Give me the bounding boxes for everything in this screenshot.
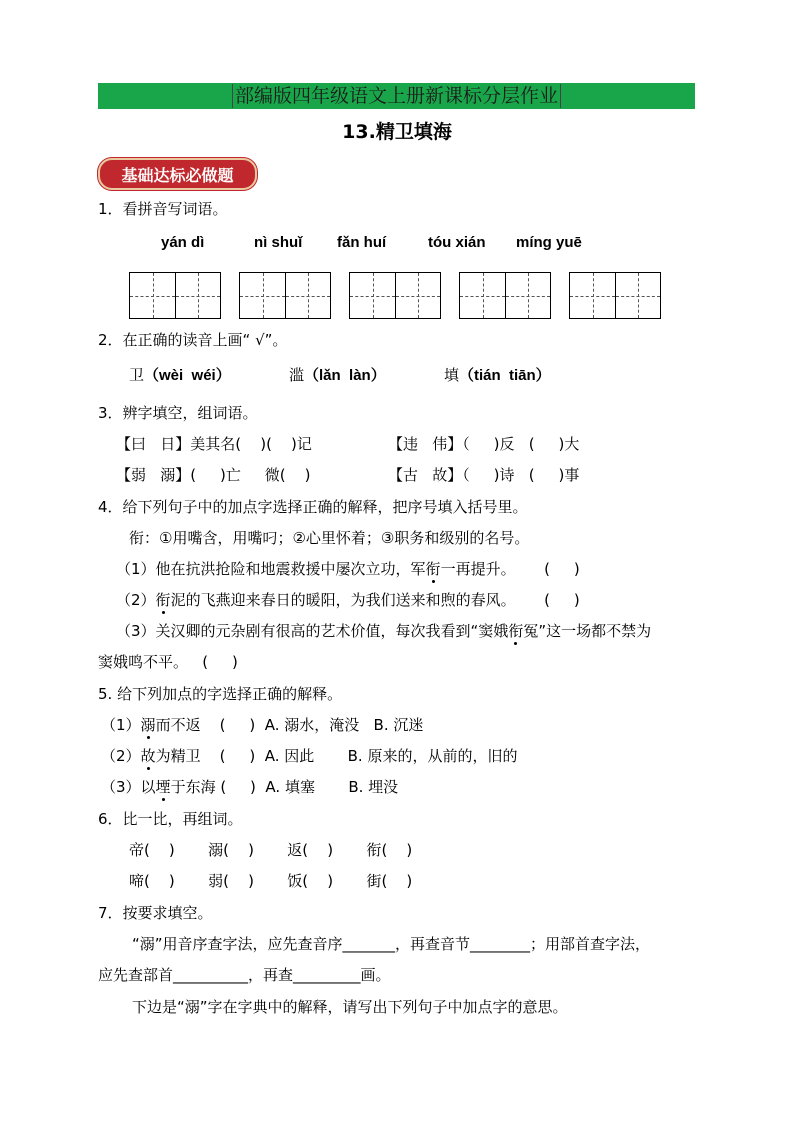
q1-prompt: 1．看拼音写词语。 (98, 200, 228, 218)
pinyin-4: tóu xián (428, 234, 486, 251)
dotted-char: 故 (140, 747, 156, 765)
section-badge (98, 158, 257, 190)
q2-options[interactable]: （wèi wéi） (144, 367, 231, 384)
writing-grid-1[interactable] (129, 272, 221, 319)
writing-grid-2[interactable] (239, 272, 331, 319)
dotted-char: 堙 (155, 778, 171, 796)
q6-row-1: 帝( ) 溺( ) 返( ) 衔( ) (129, 841, 413, 859)
text: 一再提升。 ( ) (440, 560, 580, 578)
q2-item-3 (444, 365, 551, 386)
text: 为精卫 ( ) A. 因此 B. 原来的，从前的，旧的 (155, 747, 518, 765)
pinyin-1: yán dì (161, 234, 205, 251)
q2-char: 滥 (289, 366, 305, 384)
q2-options[interactable]: （lǎn làn） (304, 367, 386, 384)
q5-line-2 (101, 746, 517, 766)
q3-row2b: 【古 故】（ )诗 ( )事 (388, 466, 580, 484)
q7-prompt: 7．按要求填空。 (98, 904, 213, 922)
q3-prompt: 3．辨字填空，组词语。 (98, 404, 258, 422)
text: 而不返 ( ) A. 溺水，淹没 B. 沉迷 (155, 716, 424, 734)
text: 于东海 ( ) A. 填塞 B. 埋没 (170, 778, 399, 796)
q4-sentence-3 (116, 621, 651, 641)
grid-cell[interactable] (395, 273, 440, 318)
dotted-char: 溺 (140, 716, 156, 734)
grid-cell[interactable] (350, 273, 395, 318)
text: （2） (101, 747, 141, 765)
q7-para-2: 应先查部首__________，再查_________画。 (98, 966, 391, 984)
writing-grid-4[interactable] (459, 272, 551, 319)
q4-definition: 衔：①用嘴含，用嘴叼；②心里怀着；③职务和级别的名号。 (129, 529, 530, 547)
q2-options[interactable]: （tián tiān） (459, 367, 551, 384)
pinyin-5: míng yuē (516, 234, 582, 251)
text: 泥的飞燕迎来春日的暖阳，为我们送来和煦的春风。 ( ) (170, 591, 580, 609)
dotted-char: 衔 (425, 560, 441, 578)
q6-row-2: 啼( ) 弱( ) 饭( ) 街( ) (129, 872, 413, 890)
grid-cell[interactable] (505, 273, 550, 318)
q5-line-1 (101, 715, 423, 735)
text: （2） (116, 591, 156, 609)
dotted-char: 衔 (508, 622, 524, 640)
grid-cell[interactable] (285, 273, 330, 318)
q5-line-3 (101, 777, 398, 797)
q3-row2a: 【弱 溺】( )亡 微( ) (116, 466, 311, 484)
q4-sentence-3-cont: 窦娥鸣不平。 ( ) (98, 653, 238, 671)
grid-cell[interactable] (460, 273, 505, 318)
q2-item-1 (129, 365, 231, 386)
q7-para-3: 下边是“溺”字在字典中的解释，请写出下列句子中加点字的意思。 (132, 998, 568, 1016)
text: （1）他在抗洪抢险和地震救援中屡次立功，军 (116, 560, 426, 578)
q2-prompt: 2．在正确的读音上画“ √”。 (98, 331, 288, 349)
q6-prompt: 6．比一比，再组词。 (98, 810, 243, 828)
grid-cell[interactable] (570, 273, 615, 318)
writing-grid-5[interactable] (569, 272, 661, 319)
grid-cell[interactable] (175, 273, 220, 318)
q4-sentence-1 (116, 559, 580, 579)
grid-cell[interactable] (615, 273, 660, 318)
pinyin-2: nì shuǐ (254, 234, 303, 251)
q3-row1b: 【违 伟】（ )反 ( )大 (388, 435, 580, 453)
section-badge-label: 基础达标必做题 (121, 165, 234, 185)
banner-text: 部编版四年级语文上册新课标分层作业 (232, 84, 561, 108)
q3-row1a: 【曰 日】美其名( )( )记 (116, 435, 312, 453)
text: （1） (101, 716, 141, 734)
q4-prompt: 4．给下列句子中的加点字选择正确的解释，把序号填入括号里。 (98, 498, 528, 516)
dotted-char: 衔 (155, 591, 171, 609)
grid-cell[interactable] (240, 273, 285, 318)
q2-char: 卫 (129, 366, 145, 384)
series-banner (98, 83, 695, 109)
q7-para-1: “溺”用音序查字法，应先查音序_______，再查音节________；用部首查字法， (132, 935, 651, 953)
text: 冤”这一场都不禁为 (523, 622, 652, 640)
lesson-title: 13.精卫填海 (342, 121, 452, 143)
grid-cell[interactable] (130, 273, 175, 318)
q2-char: 填 (444, 366, 460, 384)
writing-grid-3[interactable] (349, 272, 441, 319)
q5-prompt: 5. 给下列加点的字选择正确的解释。 (98, 685, 343, 703)
q2-item-2 (289, 365, 386, 386)
q4-sentence-2 (116, 590, 580, 610)
text: （3）以 (101, 778, 156, 796)
pinyin-3: fǎn huí (337, 234, 387, 251)
text: （3）关汉卿的元杂剧有很高的艺术价值，每次我看到“窦娥 (116, 622, 509, 640)
